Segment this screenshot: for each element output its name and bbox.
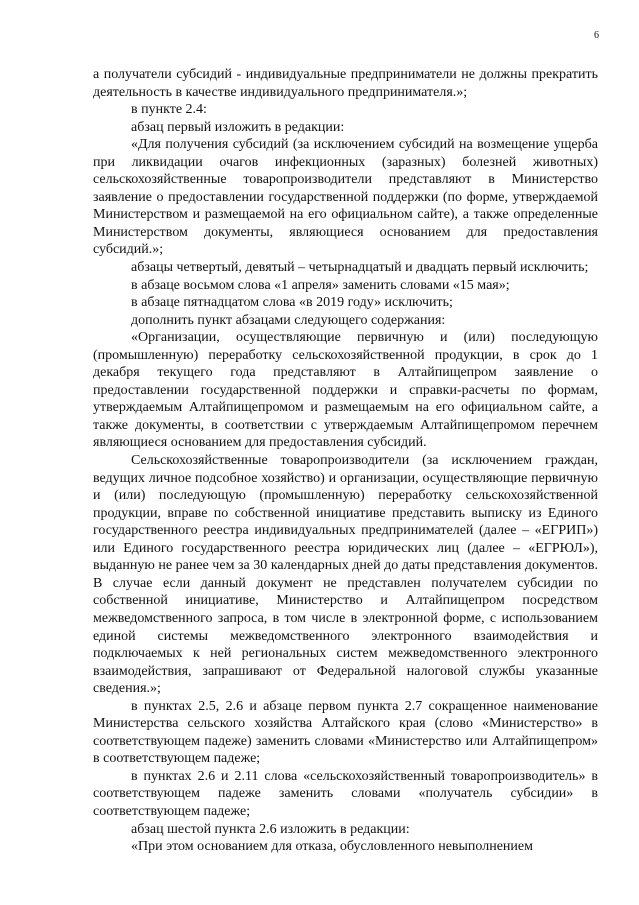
paragraph: «При этом основанием для отказа, обусловленного невыполнением (131, 839, 533, 855)
paragraph: абзац шестой пункта 2.6 изложить в редакции: (131, 821, 410, 837)
paragraph: «Организации, осуществляющие первичную и (или) последующую (промышленную) переработку сельскохозяйственной продукции, в срок до 1 декабря текущего года представляют в Алтайпищепром заявление о предоставлении государственной поддержки и справки-расчеты по формам, утверждаемым Алтайпищепромом и размещаемым на его официальном сайте, а также документы, в соответствии с утверждаемым Алтайпищепромом перечнем являющиеся основанием для предоставления субсидий. (93, 330, 598, 451)
paragraph: в пункте 2.4: (131, 102, 207, 118)
document-body (93, 66, 598, 856)
page-number: 6 (594, 30, 599, 41)
paragraph: абзац первый изложить в редакции: (131, 119, 345, 135)
paragraph: в абзаце восьмом слова «1 апреля» заменить словами «15 мая»; (131, 277, 510, 293)
paragraph: дополнить пункт абзацами следующего содержания: (131, 312, 446, 328)
paragraph: а получатели субсидий - индивидуальные предприниматели не должны прекратить деятельность в качестве индивидуального предпринимателя.»; (93, 67, 598, 100)
paragraph: Сельскохозяйственные товаропроизводители (за исключением граждан, ведущих личное подсобное хозяйство) и организации, осуществляющие первичную и (или) последующую (промышленную) переработку сельскохозяйственной продукции, вправе по собственной инициативе представить выписку из Единого государственного реестра индивидуальных предпринимателей (далее – «ЕГРИП») или Единого государственного реестра юридических лиц (далее – «ЕГРЮЛ»), выданную не ранее чем за 30 календарных дней до даты представления документов. В случае если данный документ не представлен получателем субсидии по собственной инициативе, Министерство и Алтайпищепром посредством межведомственного запроса, в том числе в электронной форме, с использованием единой системы межведомственного электронного взаимодействия и подключаемых к ней региональных систем межведомственного электронного взаимодействия, запрашивают от Федеральной налоговой службы указанные сведения.»; (93, 453, 598, 697)
paragraph: в абзаце пятнадцатом слова «в 2019 году» исключить; (131, 295, 453, 311)
paragraph: в пунктах 2.6 и 2.11 слова «сельскохозяйственный товаропроизводитель» в соответствующем падеже заменить словами «получатель субсидии» в соответствующем падеже; (93, 768, 598, 819)
paragraph: в пунктах 2.5, 2.6 и абзаце первом пункта 2.7 сокращенное наименование Министерства сельского хозяйства Алтайского края (слово «Министерство» в соответствующем падеже) заменить словами «Министерство или Алтайпищепром» в соответствующем падеже; (93, 698, 598, 767)
paragraph: абзацы четвертый, девятый – четырнадцатый и двадцать первый исключить; (131, 260, 589, 276)
paragraph: «Для получения субсидий (за исключением субсидий на возмещение ущерба при ликвидации очагов инфекционных (заразных) болезней животных) сельскохозяйственные товаропроизводители представляют в Министерство заявление о предоставлении государственной поддержки (по форме, утверждаемой Министерством и размещаемой на его официальном сайте), а также определенные Министерством документы, являющиеся основанием для предоставления субсидий.»; (93, 137, 598, 258)
